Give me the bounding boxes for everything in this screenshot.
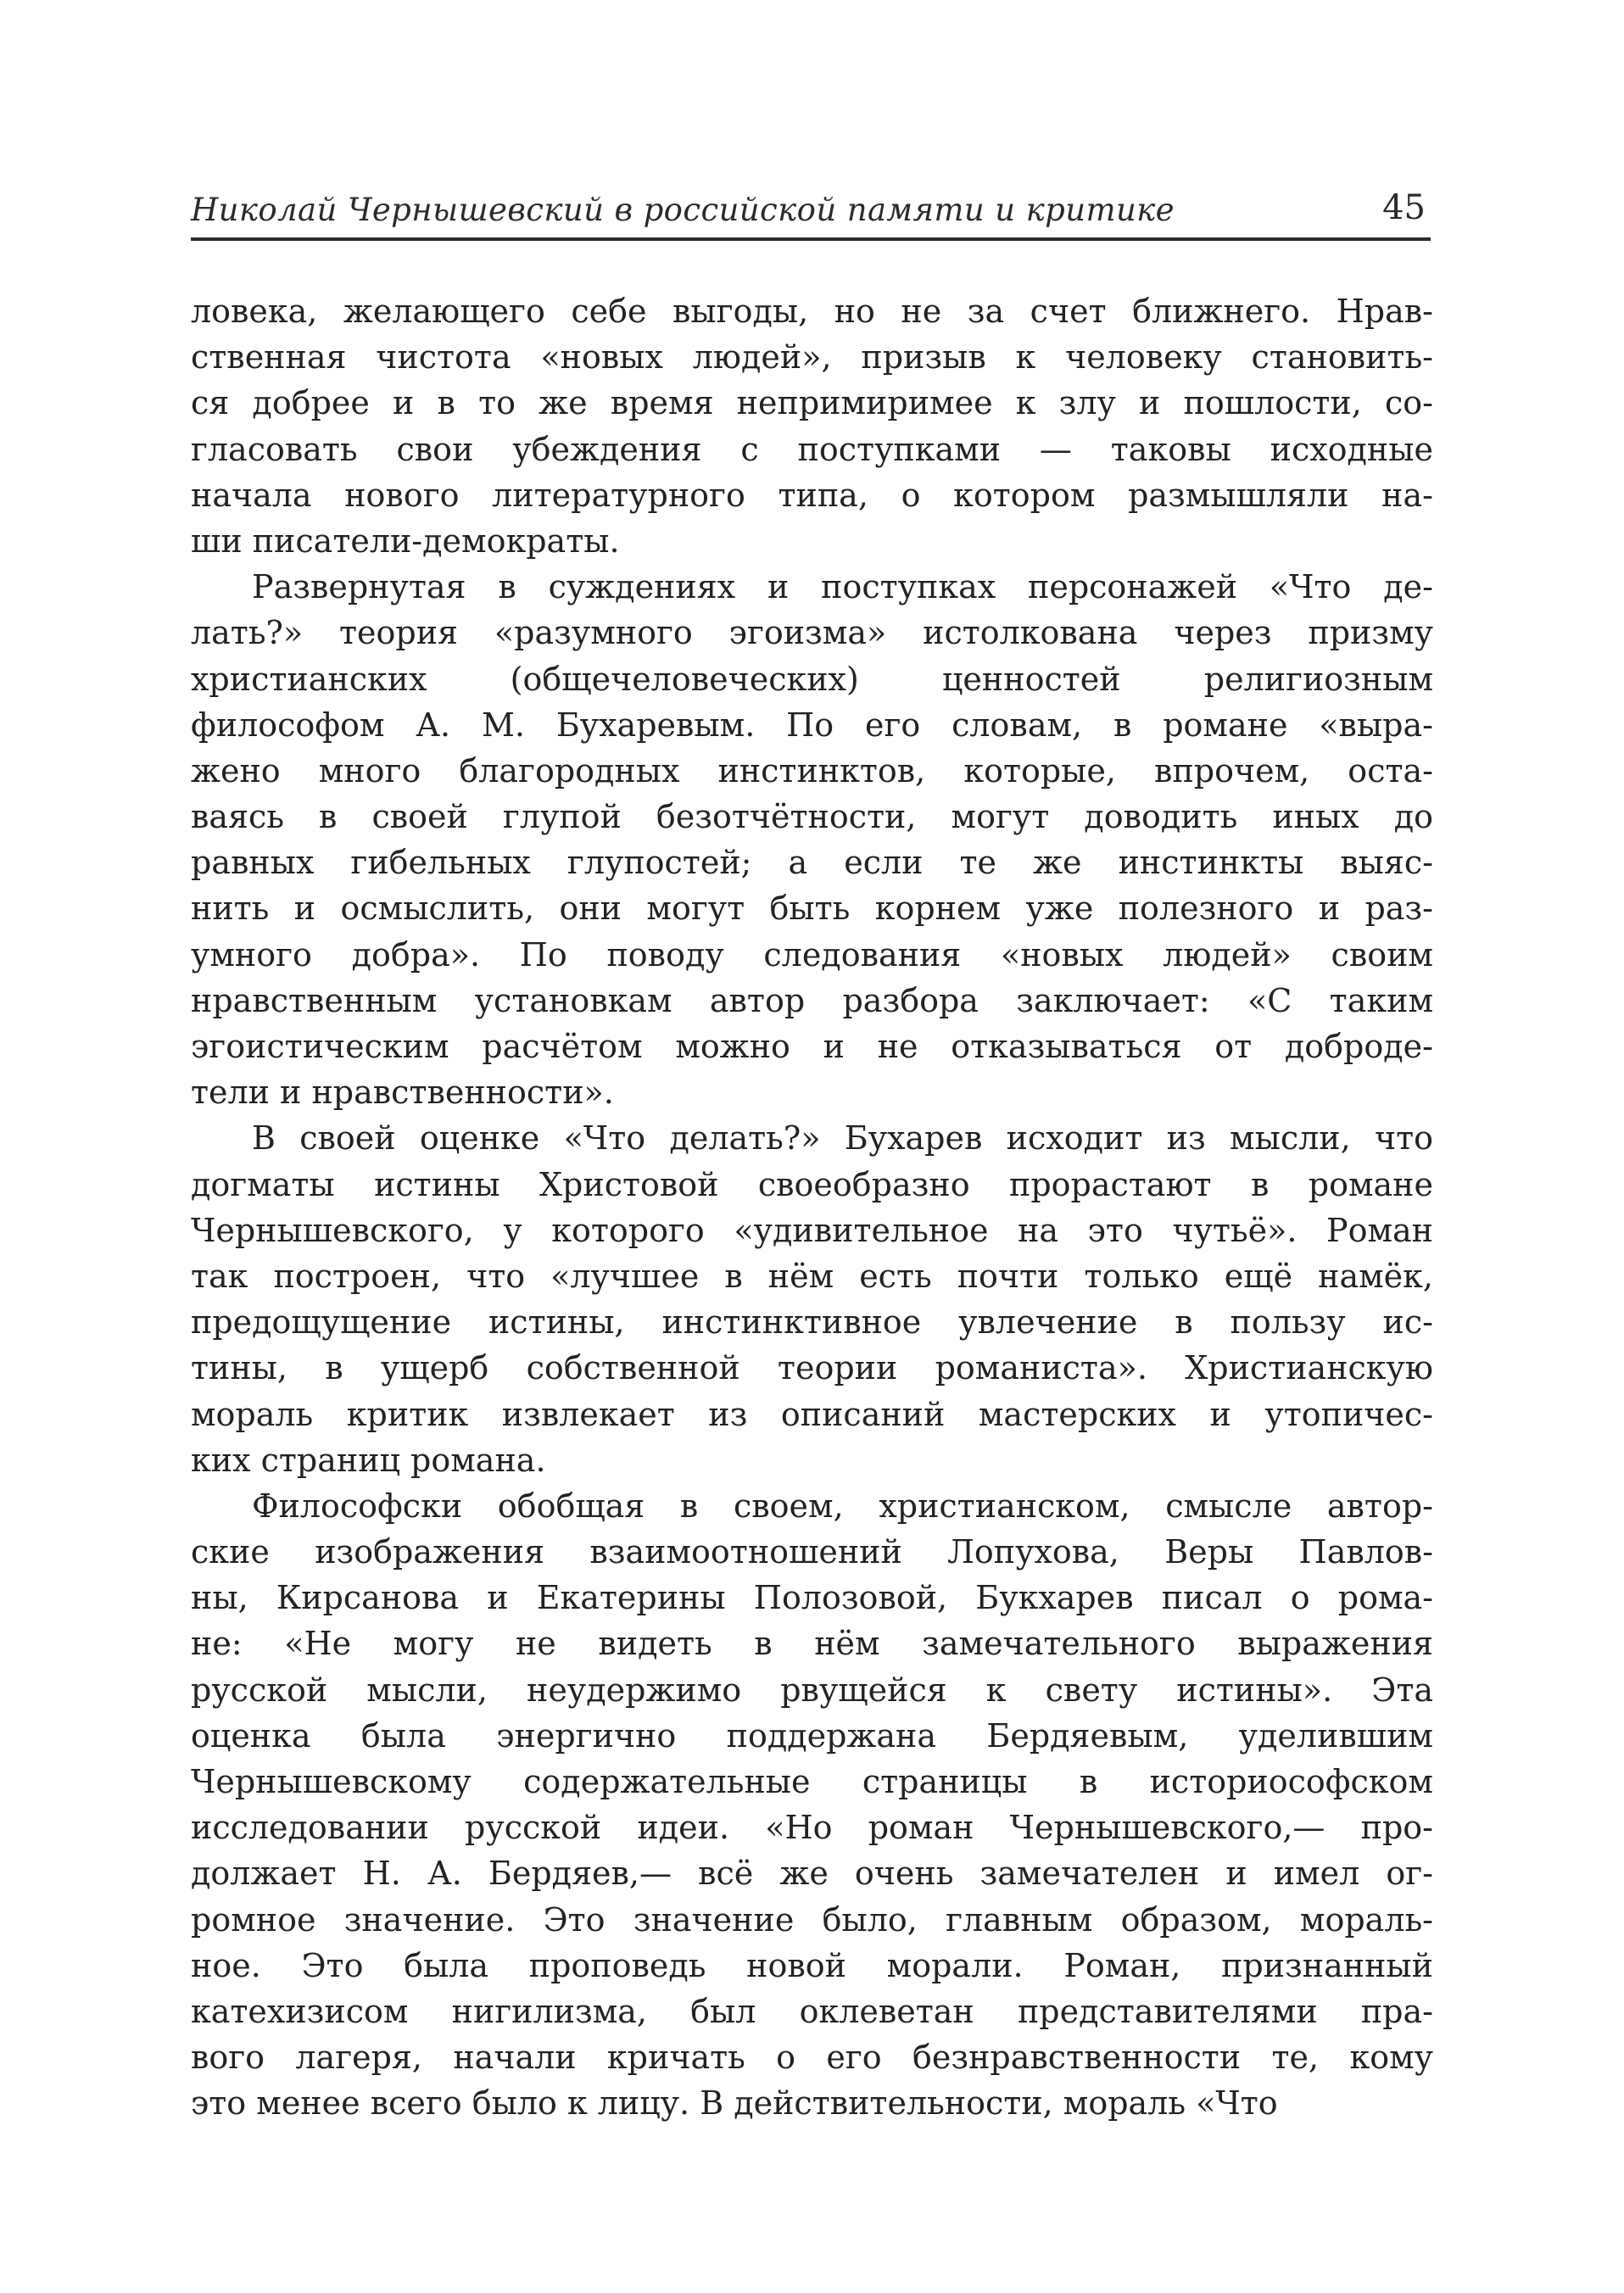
- text-line: догматы истины Христовой своеобразно прорастают в романе: [191, 1165, 1433, 1203]
- text-line: лать?» теория «разумного эгоизма» истолкована через призму: [191, 614, 1433, 652]
- text-line: В своей оценке «Что делать?» Бухарев исходит из мысли, что: [252, 1119, 1433, 1158]
- text-line: гласовать свои убеждения с поступками — таковы исходные: [191, 430, 1433, 468]
- text-line: ны, Кирсанова и Екатерины Полозовой, Букхарев писал о рома-: [191, 1579, 1433, 1617]
- text-line: ские изображения взаимоотношений Лопухова, Веры Павлов-: [191, 1533, 1433, 1571]
- text-line: должает Н. А. Бердяев,— всё же очень замечателен и имел ог-: [191, 1855, 1433, 1893]
- text-line: катехизисом нигилизма, был оклеветан представителями пра-: [191, 1992, 1433, 2030]
- text-line: оценка была энергично поддержана Бердяевым, уделившим: [191, 1716, 1433, 1755]
- text-line: равных гибельных глупостей; а если те же инстинкты выяс-: [191, 844, 1433, 882]
- text-line: ся добрее и в то же время непримиримее к злу и пошлости, со-: [191, 384, 1433, 422]
- page-header: [191, 185, 1429, 236]
- text-line: эгоистическим расчётом можно и не отказываться от доброде-: [191, 1028, 1433, 1065]
- header-rule: [191, 237, 1431, 241]
- text-line: ромное значение. Это значение было, главным образом, мораль-: [191, 1900, 1433, 1939]
- text-line: так построен, что «лучшее в нём есть почти только ещё намёк,: [191, 1257, 1433, 1295]
- text-line: жено много благородных инстинктов, которые, впрочем, оста-: [191, 751, 1433, 789]
- text-line: ваясь в своей глупой безотчётности, могут доводить иных до: [191, 798, 1433, 836]
- text-line: ственная чистота «новых людей», призыв к человеку становить-: [191, 338, 1433, 377]
- text-line: ловека, желающего себе выгоды, но не за счет ближнего. Нрав-: [191, 293, 1433, 330]
- text-line: начала нового литературного типа, о котором размышляли на-: [191, 476, 1433, 514]
- text-line: тели и нравственности».: [191, 1074, 614, 1112]
- paragraph: [191, 1115, 1433, 1483]
- text-line: это менее всего было к лицу. В действительности, мораль «Что: [191, 2084, 1278, 2123]
- paragraph: [191, 288, 1433, 564]
- text-line: умного добра». По поводу следования «новых людей» своим: [191, 935, 1433, 974]
- text-line: исследовании русской идеи. «Но роман Чернышевского,— про-: [191, 1809, 1433, 1847]
- text-line: ких страниц романа.: [191, 1441, 546, 1479]
- text-line: не: «Не могу не видеть в нём замечательного выражения: [191, 1625, 1433, 1663]
- text-line: предощущение истины, инстинктивное увлечение в пользу ис-: [191, 1303, 1433, 1342]
- page-number: 45: [1382, 188, 1426, 227]
- running-title: Николай Чернышевский в российской памяти и критике: [191, 192, 1175, 228]
- text-line: Чернышевского, у которого «удивительное на это чутьё». Роман: [191, 1211, 1433, 1249]
- text-line: христианских (общечеловеческих) ценностей религиозным: [191, 660, 1433, 698]
- text-line: нить и осмыслить, они могут быть корнем уже полезного и раз-: [191, 890, 1433, 928]
- text-line: Чернышевскому содержательные страницы в историософском: [191, 1763, 1433, 1800]
- paragraph: [191, 564, 1433, 1115]
- paragraph: [191, 1483, 1433, 2127]
- text-line: тины, в ущерб собственной теории романиста». Христианскую: [191, 1349, 1433, 1387]
- text-line: Развернутая в суждениях и поступках персонажей «Что де-: [252, 568, 1433, 606]
- text-line: Философски обобщая в своем, христианском, смысле автор-: [252, 1487, 1433, 1525]
- text-line: русской мысли, неудержимо рвущейся к свету истины». Эта: [191, 1671, 1433, 1709]
- text-line: мораль критик извлекает из описаний мастерских и утопичес-: [191, 1395, 1433, 1433]
- body-text: [191, 288, 1433, 2127]
- text-line: нравственным установкам автор разбора заключает: «С таким: [191, 981, 1433, 1019]
- text-line: ное. Это была проповедь новой морали. Роман, признанный: [191, 1946, 1433, 1984]
- text-line: ши писатели-демократы.: [191, 522, 620, 560]
- text-line: вого лагеря, начали кричать о его безнравственности те, кому: [191, 2039, 1433, 2077]
- text-line: философом А. М. Бухаревым. По его словам, в романе «выра-: [191, 706, 1433, 744]
